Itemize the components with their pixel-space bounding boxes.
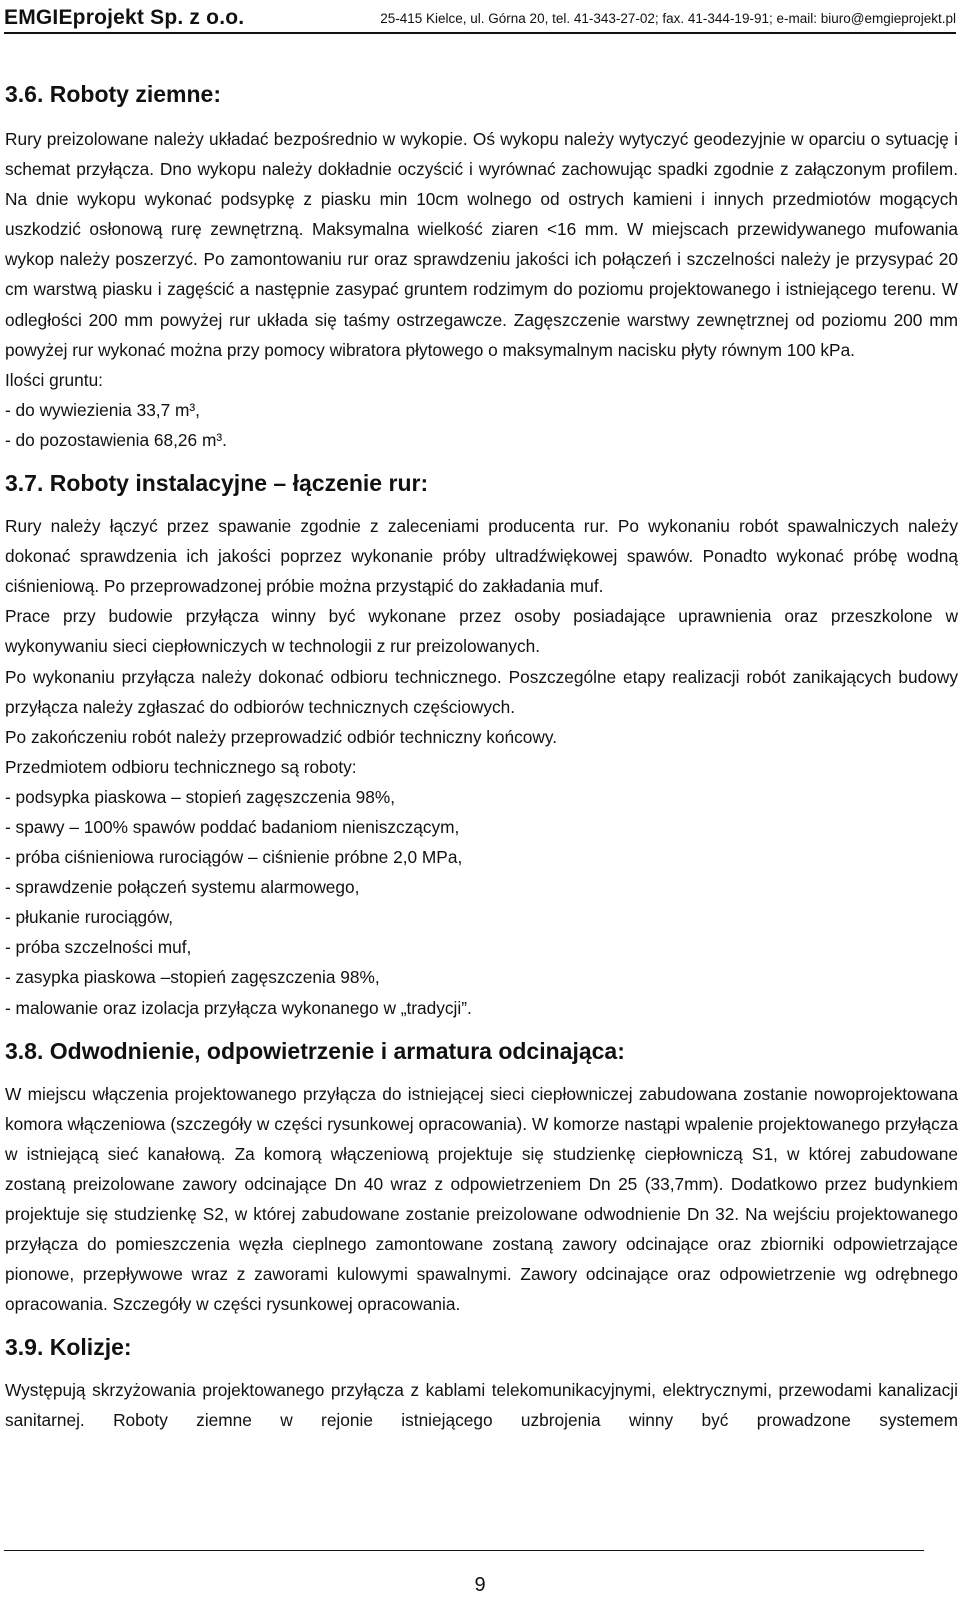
section-3-6 xyxy=(5,78,958,455)
soil-title: Ilości gruntu: xyxy=(5,369,103,390)
page-header xyxy=(4,6,956,34)
list-item: - próba ciśnieniowa rurociągów – ciśnienie próbne 2,0 MPa, xyxy=(5,847,463,868)
section-3-8 xyxy=(5,1035,958,1320)
list-item: - spawy – 100% spawów poddać badaniom nieniszczącym, xyxy=(5,816,460,837)
section-heading: 3.6. Roboty ziemne: xyxy=(5,81,221,107)
section-heading: 3.8. Odwodnienie, odpowietrzenie i armatura odcinająca: xyxy=(5,1037,625,1064)
section-heading: 3.7. Roboty instalacyjne – łączenie rur: xyxy=(5,470,429,497)
list-item: - sprawdzenie połączeń systemu alarmowego, xyxy=(5,877,360,898)
list-item: - zasypka piaskowa –stopień zagęszczenia 98%, xyxy=(5,967,380,988)
soil-item: - do wywiezienia 33,7 m³, xyxy=(5,399,200,420)
section-3-7 xyxy=(5,467,958,1023)
acceptance-list xyxy=(5,782,958,1023)
list-item: - malowanie oraz izolacja przyłącza wykonanego w „tradycji”. xyxy=(5,997,472,1018)
document-body xyxy=(5,78,958,1436)
paragraph: Przedmiotem odbioru technicznego są roboty: xyxy=(5,756,357,777)
paragraph: Rury preizolowane należy układać bezpośrednio w wykopie. Oś wykopu należy wytyczyć geodezyjnie w oparciu o sytuację i schemat przyłącza. Dno wykopu należy dokładnie oczyścić i wyrównać zachowując spadki zgodnie z załączonym profilem. Na dnie wykopu wykonać podsypkę z piasku min 10cm wolnego od ostrych kamieni i innych przedmiotów mogących uszkodzić osłonową rurę zewnętrzną. Maksymalna wielkość ziaren <16 mm. W miejscach przewidywanego mufowania wykop należy poszerzyć. Po zamontowaniu rur oraz sprawdzeniu jakości ich połączeń i szczelności należy je przysypać 20 cm warstwą piasku i zagęścić a następnie zasypać gruntem rodzimym do poziomu projektowanego i istniejącego terenu. W odległości 200 mm powyżej rur układa się taśmy ostrzegawcze. Zagęszczenie warstwy zewnętrznej od poziomu 200 mm powyżej rur wykonać można przy pomocy wibratora płytowego o maksymalnym nacisku płyty równym 100 kPa. xyxy=(5,129,958,360)
company-contact: 25-415 Kielce, ul. Górna 20, tel. 41-343-27-02; fax. 41-344-19-91; e-mail: biuro@emgieprojekt.pl xyxy=(380,11,956,26)
paragraph: Po wykonaniu przyłącza należy dokonać odbioru technicznego. Poszczególne etapy realizacji robót zanikających budowy przyłącza należy zgłaszać do odbiorów technicznych częściowych. xyxy=(5,666,958,717)
section-3-9 xyxy=(5,1331,958,1435)
paragraph: Rury należy łączyć przez spawanie zgodnie z zaleceniami producenta rur. Po wykonaniu robót spawalniczych należy dokonać sprawdzenia ich jakości poprzez wykonanie próby ultradźwiękowej spawów. Ponadto wykonać próbę wodną ciśnieniową. Po przeprowadzonej próbie można przystąpić do zakładania muf. xyxy=(5,516,958,597)
paragraph: W miejscu włączenia projektowanego przyłącza do istniejącej sieci ciepłowniczej zabudowana zostanie nowoprojektowana komora włączeniowa (szczegóły w części rysunkowej opracowania). W komorze nastąpi wpalenie projektowanego przyłącza w istniejącą sieć kanałową. Za komorą włączeniową projektuje się studzienkę ciepłowniczą S1, w której zabudowane zostaną preizolowane zawory odcinające Dn 40 wraz z odpowietrzeniem Dn 25 (33,7mm). Dodatkowo przez budynkiem projektuje się studzienkę S2, w której zabudowane zostanie preizolowane odwodnienie Dn 32. Na wejściu projektowanego przyłącza do pomieszczenia węzła cieplnego zamontowane zostaną zawory odcinające oraz zbiorniki odpowietrzające pionowe, przepływowe wraz z zaworami kulowymi spawalnymi. Zawory odcinające oraz odpowietrzenie wg odrębnego opracowania. Szczegóły w części rysunkowej opracowania. xyxy=(5,1083,958,1315)
paragraph: Występują skrzyżowania projektowanego przyłącza z kablami telekomunikacyjnymi, elektrycznymi, przewodami kanalizacji sanitarnej. Roboty ziemne w rejonie istniejącego uzbrojenia winny być prowadzone systemem xyxy=(5,1380,958,1431)
section-heading: 3.9. Kolizje: xyxy=(5,1334,132,1361)
paragraph: Po zakończeniu robót należy przeprowadzić odbiór techniczny końcowy. xyxy=(5,726,558,747)
soil-item: - do pozostawienia 68,26 m³. xyxy=(5,429,227,450)
footer-divider xyxy=(4,1550,924,1551)
list-item: - próba szczelności muf, xyxy=(5,937,192,958)
list-item: - płukanie rurociągów, xyxy=(5,907,174,928)
company-name: EMGIEprojekt Sp. z o.o. xyxy=(4,6,245,29)
paragraph: Prace przy budowie przyłącza winny być wykonane przez osoby posiadające uprawnienia oraz przeszkolone w wykonywaniu sieci ciepłowniczych w technologii z rur preizolowanych. xyxy=(5,606,958,657)
list-item: - podsypka piaskowa – stopień zagęszczenia 98%, xyxy=(5,786,396,807)
page-number: 9 xyxy=(474,1574,486,1596)
